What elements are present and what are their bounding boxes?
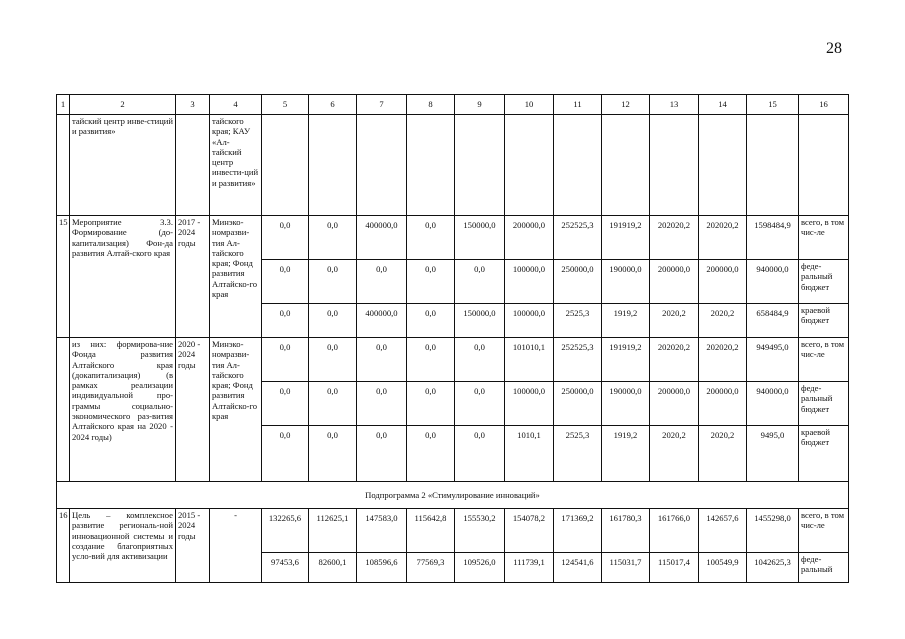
value-cell: 115031,7: [602, 553, 650, 583]
value-cell: 202020,2: [650, 338, 699, 382]
value-cell: 101010,1: [505, 338, 554, 382]
value-cell: 82600,1: [309, 553, 357, 583]
value-cell: 250000,0: [554, 382, 602, 426]
value-cell: 0,0: [309, 260, 357, 304]
column-number: 16: [799, 95, 849, 115]
value-cell: 2525,3: [554, 426, 602, 482]
funding-source: всего, в том чис-ле: [799, 509, 849, 553]
value-cell: 200000,0: [699, 382, 747, 426]
value-cell: 202020,2: [699, 338, 747, 382]
row-number: 16: [57, 509, 70, 583]
value-cell: 0,0: [309, 216, 357, 260]
value-cell: 0,0: [455, 382, 505, 426]
column-number: 9: [455, 95, 505, 115]
value-cell: 0,0: [262, 338, 309, 382]
value-cell: 100549,9: [699, 553, 747, 583]
value-cell: 2020,2: [650, 304, 699, 338]
value-cell: 191919,2: [602, 216, 650, 260]
value-cell: 0,0: [357, 260, 407, 304]
subprogram-title: Подпрограмма 2 «Стимулирование инноваций»: [57, 482, 849, 509]
value-cell: 2020,2: [699, 426, 747, 482]
executor: -: [210, 509, 262, 583]
value-cell: 1042625,3: [747, 553, 799, 583]
executor: тайского края; КАУ «Ал-тайский центр инвести-ций и развития»: [210, 115, 262, 216]
funding-source: всего, в том чис-ле: [799, 338, 849, 382]
value-cell: 0,0: [309, 338, 357, 382]
funding-source: феде-ральный бюджет: [799, 382, 849, 426]
budget-table: [56, 94, 849, 583]
value-cell: 0,0: [357, 338, 407, 382]
value-cell: 161780,3: [602, 509, 650, 553]
value-cell: 190000,0: [602, 382, 650, 426]
value-cell: 0,0: [407, 426, 455, 482]
item-name: тайский центр инве-стиций и развития»: [70, 115, 176, 216]
value-cell: 2020,2: [650, 426, 699, 482]
table-row: [57, 216, 849, 260]
column-number: 6: [309, 95, 357, 115]
value-cell: 200000,0: [650, 260, 699, 304]
row-number: 15: [57, 216, 70, 338]
value-cell: 150000,0: [455, 216, 505, 260]
value-cell: 100000,0: [505, 304, 554, 338]
value-cell: 100000,0: [505, 382, 554, 426]
value-cell: 0,0: [407, 338, 455, 382]
value-cell: 0,0: [407, 216, 455, 260]
subprogram-row: [57, 482, 849, 509]
value-cell: 9495,0: [747, 426, 799, 482]
column-number: 11: [554, 95, 602, 115]
item-name: Мероприятие 3.3. Формирование (до-капитализация) Фон-да развития Алтай-ского края: [70, 216, 176, 338]
column-number-row: [57, 95, 849, 115]
value-cell: 400000,0: [357, 216, 407, 260]
value-cell: 0,0: [262, 304, 309, 338]
table-row: [57, 509, 849, 553]
column-number: 12: [602, 95, 650, 115]
value-cell: 0,0: [407, 260, 455, 304]
value-cell: 1455298,0: [747, 509, 799, 553]
value-cell: 0,0: [455, 260, 505, 304]
column-number: 3: [176, 95, 210, 115]
value-cell: 142657,6: [699, 509, 747, 553]
table-row: [57, 338, 849, 382]
table-row: [57, 115, 849, 216]
value-cell: 658484,9: [747, 304, 799, 338]
value-cell: 0,0: [262, 216, 309, 260]
value-cell: 1919,2: [602, 304, 650, 338]
value-cell: 150000,0: [455, 304, 505, 338]
page-number: 28: [826, 40, 842, 57]
value-cell: 0,0: [309, 304, 357, 338]
value-cell: 100000,0: [505, 260, 554, 304]
column-number: 13: [650, 95, 699, 115]
value-cell: 200000,0: [505, 216, 554, 260]
value-cell: 0,0: [357, 382, 407, 426]
value-cell: 400000,0: [357, 304, 407, 338]
value-cell: 155530,2: [455, 509, 505, 553]
value-cell: 171369,2: [554, 509, 602, 553]
funding-source: всего, в том чис-ле: [799, 216, 849, 260]
column-number: 2: [70, 95, 176, 115]
value-cell: 2020,2: [699, 304, 747, 338]
value-cell: 250000,0: [554, 260, 602, 304]
value-cell: 190000,0: [602, 260, 650, 304]
funding-source: феде-ральный: [799, 553, 849, 583]
column-number: 4: [210, 95, 262, 115]
column-number: 14: [699, 95, 747, 115]
value-cell: 0,0: [262, 260, 309, 304]
value-cell: 2525,3: [554, 304, 602, 338]
value-cell: 1010,1: [505, 426, 554, 482]
column-number: 10: [505, 95, 554, 115]
executor: Минэко-номразви-тия Ал-тайского края; Фонд развития Алтайско-го края: [210, 216, 262, 338]
value-cell: 115017,4: [650, 553, 699, 583]
period: 2017 - 2024 годы: [176, 216, 210, 338]
value-cell: 1598484,9: [747, 216, 799, 260]
value-cell: 0,0: [455, 338, 505, 382]
executor: Минэко-номразви-тия Ал-тайского края; Фонд развития Алтайско-го края: [210, 338, 262, 482]
funding-source: феде-ральный бюджет: [799, 260, 849, 304]
value-cell: 132265,6: [262, 509, 309, 553]
value-cell: 940000,0: [747, 260, 799, 304]
value-cell: 949495,0: [747, 338, 799, 382]
column-number: 15: [747, 95, 799, 115]
value-cell: 1919,2: [602, 426, 650, 482]
value-cell: 147583,0: [357, 509, 407, 553]
value-cell: 77569,3: [407, 553, 455, 583]
value-cell: 202020,2: [650, 216, 699, 260]
value-cell: 111739,1: [505, 553, 554, 583]
value-cell: 0,0: [309, 426, 357, 482]
value-cell: 200000,0: [699, 260, 747, 304]
funding-source: краевой бюджет: [799, 304, 849, 338]
value-cell: 0,0: [357, 426, 407, 482]
period: 2020 - 2024 годы: [176, 338, 210, 482]
value-cell: 191919,2: [602, 338, 650, 382]
item-name: из них: формирова-ние Фонда развития Алтайского края (докапитализация) (в рамках реализации индивидуальной про-граммы социально-экономического раз-вития Алтайского края на 2020 - 2024 годы): [70, 338, 176, 482]
value-cell: 252525,3: [554, 338, 602, 382]
value-cell: 202020,2: [699, 216, 747, 260]
funding-source: краевой бюджет: [799, 426, 849, 482]
column-number: 8: [407, 95, 455, 115]
value-cell: 154078,2: [505, 509, 554, 553]
value-cell: 112625,1: [309, 509, 357, 553]
column-number: 5: [262, 95, 309, 115]
period: 2015 - 2024 годы: [176, 509, 210, 583]
value-cell: 0,0: [262, 426, 309, 482]
value-cell: 0,0: [407, 304, 455, 338]
value-cell: 97453,6: [262, 553, 309, 583]
value-cell: 124541,6: [554, 553, 602, 583]
value-cell: 0,0: [309, 382, 357, 426]
value-cell: 200000,0: [650, 382, 699, 426]
value-cell: 0,0: [262, 382, 309, 426]
value-cell: 940000,0: [747, 382, 799, 426]
value-cell: 0,0: [455, 426, 505, 482]
value-cell: 252525,3: [554, 216, 602, 260]
item-name: Цель – комплексное развитие региональ-ной инновационной системы и создание благоприятных усло-вий для активизации: [70, 509, 176, 583]
column-number: 7: [357, 95, 407, 115]
value-cell: 108596,6: [357, 553, 407, 583]
value-cell: 161766,0: [650, 509, 699, 553]
value-cell: 109526,0: [455, 553, 505, 583]
value-cell: 0,0: [407, 382, 455, 426]
column-number: 1: [57, 95, 70, 115]
value-cell: 115642,8: [407, 509, 455, 553]
